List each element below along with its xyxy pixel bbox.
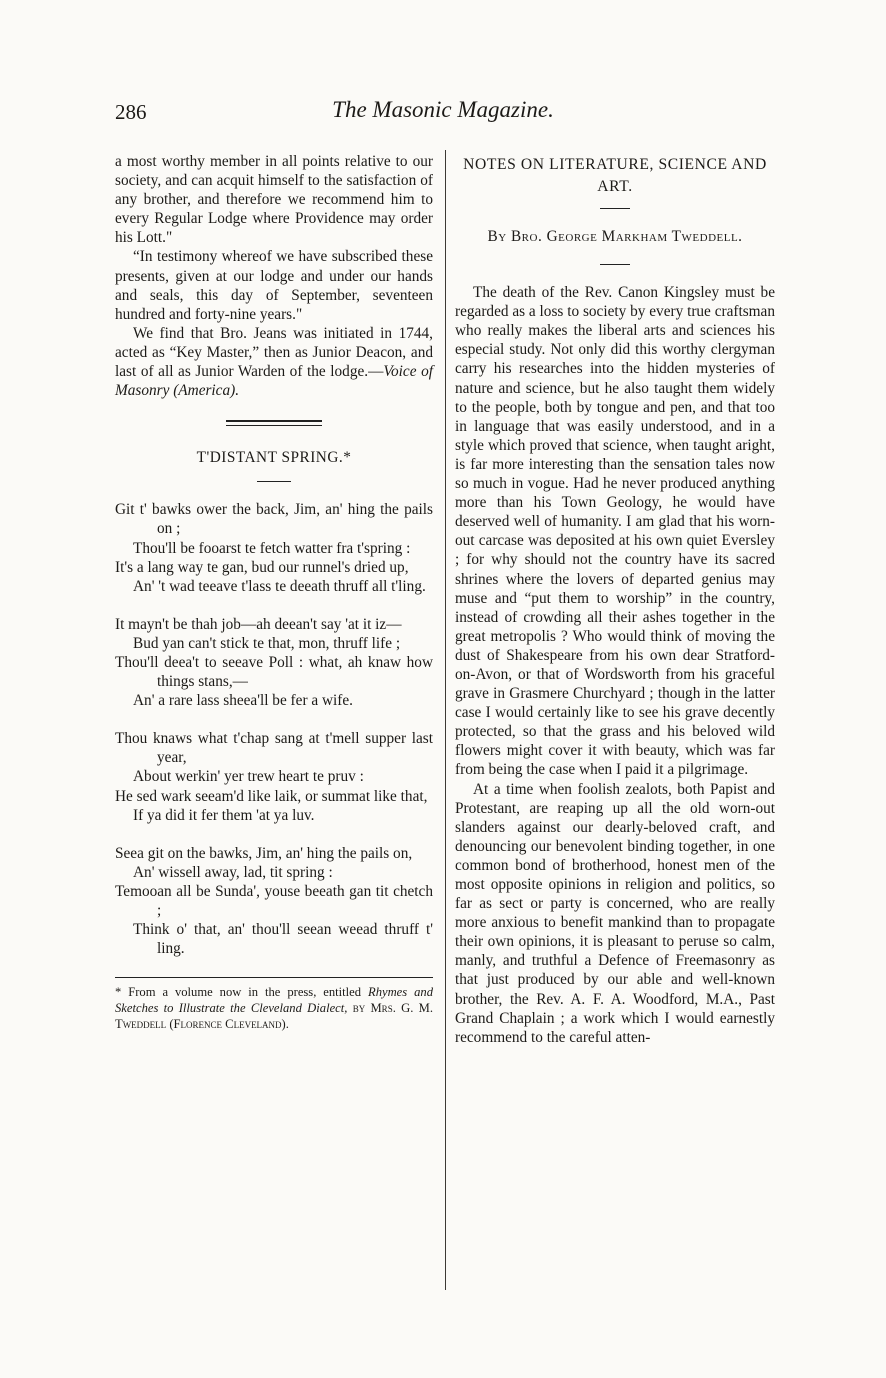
stanza (115, 844, 433, 959)
paragraph: The death of the Rev. Canon Kingsley must be regarded as a loss to society by every true craftsman who really makes the liberal arts and sciences his especial study. Not only did this worthy clergyman carry his researches into the hidden mysteries of nature and science, but he also taught them widely to the people, both by tongue and pen, and that too in language that was easily understood, and in a style which proved that science, when taught aright, is far more interesting than the sensation tales now so much in vogue. Had he never produced anything more than his Town Geology, he would have deserved well of humanity. I am glad that his worn-out carcase was deposited at his own quiet Eversley ; for why should not the country have its sacred shrines where the lovers of departed genius may muse and “put them to worship” in the country, instead of crowding all their ashes together in the great metropolis ? Who would think of moving the dust of Shakespeare from his own dear Stratford-on-Avon, or that of Wordsworth from his graceful grave in Grasmere Churchyard ; though in the latter case I would certainly like to see his grave decently protected, so that the grass and his beloved wild flowers might cover it with beauty, which was far from being the case when I paid it a pilgrimage. (455, 284, 775, 779)
footnote-text: * From a volume now in the press, entitled (115, 985, 362, 1000)
poem-line: Thou'll deea't to seeave Poll : what, ah knaw how things stans,— (115, 653, 433, 691)
poem-line: If ya did it fer them 'at ya luv. (133, 806, 315, 824)
paragraph: a most worthy member in all points relative to our society, and can acquit himself to the satisfaction of any brother, and therefore we recommend him to every Regular Lodge where Providence may order his Lott." (115, 153, 433, 247)
stanza (115, 615, 433, 710)
poem-line: Thou'll be fooarst te fetch watter fra t'spring : (133, 539, 411, 557)
footnote-book-title: Rhymes and Sketches to Illustrate the Cleveland Dialect, (115, 985, 433, 1016)
paragraph-text: We find that Bro. Jeans was initiated in 1744, acted as “Key Master,” then as Junior Deacon, and last of all as Junior Warden of the lodge.— (115, 324, 433, 381)
footnote-author: by Mrs. G. M. Tweddell (Florence Cleveland). (115, 1001, 433, 1032)
source-citation: Voice of Masonry (America). (115, 363, 433, 400)
column-rule (445, 150, 446, 1290)
footnote-rule (115, 977, 433, 978)
divider (600, 264, 630, 265)
poem-line: Think o' that, an' thou'll seean weead thruff t' ling. (133, 921, 433, 958)
paragraph: “In testimony whereof we have subscribed these presents, given at our lodge and under our hands and seals, this day of September, seventeen hundred and forty-nine years." (115, 248, 433, 323)
poem-line: Thou knaws what t'chap sang at t'mell supper last year, (115, 730, 433, 767)
poem-line: It mayn't be thah job—ah deean't say 'at it iz— (115, 615, 402, 633)
footnote (115, 984, 433, 1032)
poem-line: It's a lang way te gan, bud our runnel's dried up, (115, 558, 409, 576)
right-column (455, 152, 775, 1047)
poem-line: Bud yan can't stick te that, mon, thruff life ; (133, 634, 401, 652)
paragraph: At a time when foolish zealots, both Papist and Protestant, are reaping up all the old worn-out slanders against our dearly-beloved craft, and denouncing our benevolent binding together, in one common bond of brotherhood, honest men of the most opposite opinions in religion and politics, so far as sect or party is concerned, who are really more anxious to benefit mankind than to propagate their own opinions, it is pleasant to peruse so calm, manly, and truthful a Defence of Freemasonry as that just produced by our able and well-known brother, the Rev. A. F. A. Woodford, M.A., Past Grand Chaplain ; a work which I would earnestly recommend to the careful atten- (455, 780, 775, 1046)
poem-line: He sed wark seeam'd like laik, or summat like that, (115, 787, 428, 805)
article-heading: NOTES ON LITERATURE, SCIENCE AND ART. (463, 156, 767, 195)
stanza (115, 729, 433, 824)
poem-line: Git t' bawks ower the back, Jim, an' hing the pails on ; (115, 501, 433, 538)
poem-line: An' 't wad teeave t'lass te deeath thruff all t'ling. (133, 577, 426, 595)
ornamental-rule (226, 420, 322, 426)
left-column (115, 152, 433, 1032)
byline: By Bro. George Markham Tweddell. (487, 228, 743, 245)
poem-line: An' wissell away, lad, tit spring : (133, 863, 333, 881)
poem-line: Seea git on the bawks, Jim, an' hing the pails on, (115, 844, 413, 862)
paragraph (115, 324, 433, 400)
stanza (115, 500, 433, 595)
poem-title: T'DISTANT SPRING.* (196, 449, 352, 467)
page-number: 286 (115, 100, 147, 124)
poem-line: About werkin' yer trew heart te pruv : (133, 768, 364, 786)
running-title: The Masonic Magazine. (332, 97, 554, 122)
poem-line: An' a rare lass sheea'll be fer a wife. (133, 692, 353, 710)
poem-line: Temooan all be Sunda', youse beeath gan tit chetch ; (115, 882, 433, 919)
divider (600, 208, 630, 209)
divider (257, 481, 291, 482)
